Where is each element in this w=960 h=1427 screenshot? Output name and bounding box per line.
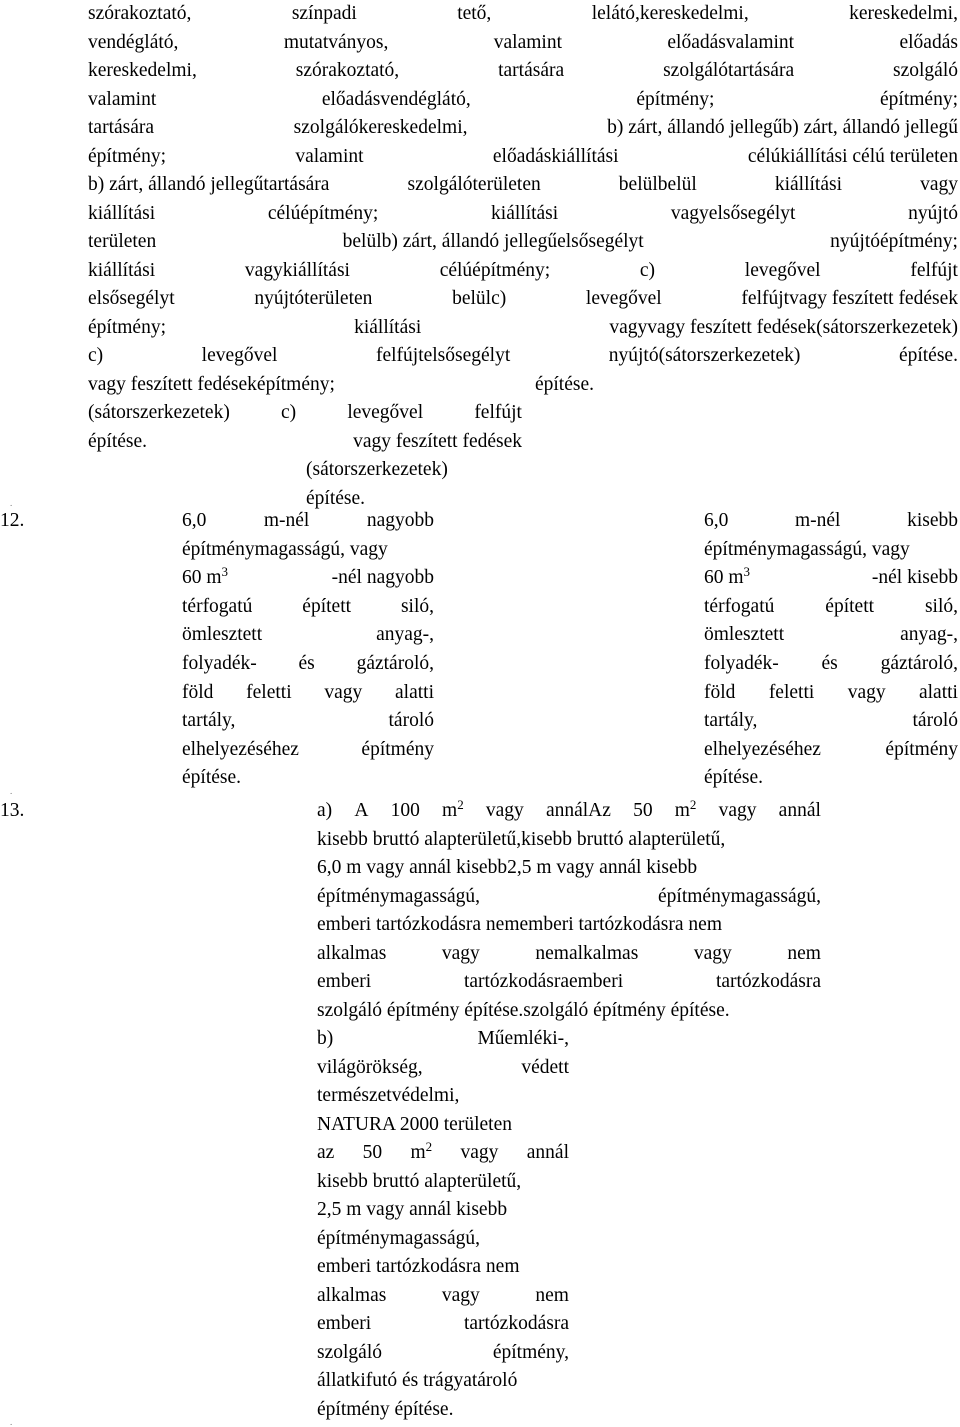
b-line-4	[317, 1111, 569, 1139]
text-fragment: építmény;	[88, 145, 166, 167]
superscript: 3	[743, 564, 751, 580]
text-fragment: tartózkodásra	[715, 971, 821, 992]
a-line-4	[317, 883, 821, 911]
text-fragment: emberi tartózkodásra nememberi tartózkodásra nem	[317, 914, 722, 935]
margin-dot: .	[10, 498, 13, 508]
col-line	[704, 593, 958, 621]
top-line-2	[88, 29, 958, 57]
col-line	[704, 650, 958, 678]
text-fragment: az	[317, 1142, 335, 1163]
text-fragment: a)	[317, 800, 333, 821]
text-fragment: építménymagasságú, vagy	[704, 538, 910, 560]
text-fragment: elhelyezéséhez	[182, 738, 299, 760]
text-fragment: feletti	[246, 681, 292, 703]
text-fragment: kisebb bruttó alapterületű,kisebb bruttó alapterületű,	[317, 828, 726, 850]
b-line-5	[317, 1139, 569, 1167]
text-fragment: vagyelsősegélyt	[670, 202, 796, 224]
a-line-5	[317, 911, 821, 939]
text-fragment: vagy feszített fedéseképítmény;	[88, 373, 335, 395]
b-line-6	[317, 1168, 569, 1196]
col-line	[704, 764, 958, 792]
text-fragment: építése.	[88, 430, 148, 452]
text-fragment: -nél kisebb	[871, 567, 958, 589]
col-line	[182, 650, 434, 678]
col-line	[704, 707, 958, 735]
text-fragment: tető,	[457, 3, 492, 24]
text-fragment: nem	[535, 1284, 569, 1306]
text-fragment: vagy	[693, 942, 732, 964]
row-number-13: 13.	[0, 800, 25, 821]
text-fragment: felfújtvagy feszített fedések	[741, 288, 958, 309]
text-fragment: épített	[825, 595, 875, 617]
text-fragment: természetvédelmi,	[317, 1085, 460, 1106]
text-fragment: építése.	[306, 487, 366, 509]
text-fragment: lelátó,kereskedelmi,	[591, 3, 749, 24]
text-fragment: tartására	[88, 117, 155, 138]
text-fragment: alkalmas	[317, 942, 387, 964]
text-fragment: c)	[639, 259, 656, 281]
b-line-7	[317, 1196, 569, 1224]
text-fragment: területen	[88, 231, 157, 252]
text-fragment: alatti	[918, 681, 958, 703]
text-fragment: kiállítási	[88, 259, 156, 281]
top-line-9	[88, 228, 958, 256]
text-fragment: anyag-,	[900, 624, 958, 646]
text-fragment	[411, 1139, 433, 1167]
text-fragment: gáztároló,	[356, 653, 434, 674]
top-line-4	[88, 86, 958, 114]
text-fragment: levegővel	[201, 345, 278, 366]
text-fragment: építmény	[361, 738, 434, 760]
row-number-12: 12.	[0, 510, 25, 531]
col-line	[182, 707, 434, 735]
text-fragment: nyújtóterületen	[254, 288, 373, 309]
text-fragment: építése.	[704, 767, 764, 789]
col-line	[182, 564, 434, 592]
text-fragment: nem	[787, 942, 821, 964]
b-line-14	[317, 1396, 569, 1424]
b-line-12	[317, 1339, 569, 1367]
text-fragment: felfújtelsősegélyt	[375, 345, 511, 366]
text-fragment: nyújtóépítmény;	[830, 231, 958, 252]
top-line-7	[88, 171, 958, 199]
text-fragment: valamint	[88, 88, 157, 110]
text-fragment: gáztároló,	[880, 653, 958, 674]
text-fragment: anyag-,	[376, 624, 434, 646]
top-line-8	[88, 200, 958, 228]
text-fragment: és	[821, 653, 838, 674]
top-line-10	[88, 257, 958, 285]
text-fragment: elhelyezéséhez	[704, 738, 821, 760]
text-fragment: szórakoztató,	[88, 3, 192, 24]
text-fragment: vagyvagy feszített fedések(sátorszerkezetek)	[609, 316, 958, 338]
text-fragment: nagyobb	[366, 510, 434, 531]
text-fragment: föld	[182, 681, 214, 703]
text-fragment: vagy	[441, 942, 480, 964]
text-fragment: (sátorszerkezetek)	[88, 402, 230, 423]
text-fragment: (sátorszerkezetek)	[306, 459, 448, 480]
text-fragment	[442, 797, 464, 825]
text-fragment: 100	[390, 800, 420, 821]
text-fragment: színpadi	[291, 3, 357, 24]
text-fragment: szolgáló építmény építése.szolgáló építmény építése.	[317, 999, 730, 1021]
text-fragment: védett	[521, 1056, 569, 1078]
text-fragment: 60 m	[182, 567, 222, 589]
text-fragment: 2,5 m vagy annál kisebb	[317, 1199, 508, 1220]
top-line-5	[88, 114, 958, 142]
superscript: 2	[457, 797, 464, 812]
text-fragment: c)	[88, 345, 104, 366]
text-fragment: siló,	[924, 595, 958, 617]
col-line	[182, 679, 434, 707]
text-fragment: előadásvendéglátó,	[321, 88, 471, 110]
col-line	[182, 764, 434, 792]
top-line-15	[88, 399, 522, 427]
text-fragment: kiállítási	[774, 174, 842, 195]
top-line-17	[306, 456, 560, 484]
text-fragment: tároló	[388, 710, 434, 732]
b-line-2	[317, 1054, 569, 1082]
text-fragment: elsősegélyt	[88, 288, 175, 309]
text-fragment: nyújtó(sátorszerkezetek)	[608, 345, 801, 366]
text-fragment: levegővel	[744, 259, 821, 281]
text-fragment: valamint	[493, 31, 562, 53]
b-line-10	[317, 1282, 569, 1310]
text-fragment: építménymagasságú, vagy	[182, 538, 388, 560]
text-fragment: építése.	[898, 345, 958, 366]
b-line-11	[317, 1310, 569, 1338]
text-fragment: felfújt	[474, 402, 522, 423]
top-line-11	[88, 285, 958, 313]
text-fragment: mutatványos,	[283, 31, 389, 53]
text-fragment: előadásvalamint	[667, 31, 795, 53]
text-fragment: épített	[302, 595, 352, 617]
col-line	[182, 621, 434, 649]
text-fragment: felfújt	[910, 259, 958, 281]
top-line-1	[88, 0, 958, 28]
text-fragment: és	[298, 653, 315, 674]
text-fragment: szolgáló	[317, 1341, 382, 1363]
text-fragment: vendéglátó,	[88, 31, 179, 53]
a-line-8	[317, 997, 821, 1025]
text-fragment: ömlesztett	[704, 624, 785, 646]
text-fragment: feletti	[768, 681, 815, 703]
text-fragment: vagy	[441, 1284, 480, 1306]
text-fragment: tartózkodásra	[463, 1313, 569, 1334]
text-fragment: szolgáló	[893, 60, 958, 81]
col-line	[182, 507, 434, 535]
b-line-13	[317, 1367, 569, 1395]
text-fragment: alkalmas	[317, 1284, 387, 1306]
col-line	[704, 536, 958, 564]
superscript: 2	[689, 797, 697, 812]
text-fragment: kiállítási	[88, 202, 156, 224]
text-fragment: annál	[526, 1142, 569, 1163]
a-line-7	[317, 968, 821, 996]
text-fragment: szórakoztató,	[295, 60, 400, 81]
text-fragment: b) zárt, állandó jellegűtartására	[88, 174, 330, 195]
col-line	[704, 679, 958, 707]
text-fragment: siló,	[400, 595, 434, 617]
text-fragment: építménymagasságú,	[658, 885, 821, 907]
text-fragment: szolgálókereskedelmi,	[293, 117, 468, 138]
margin-dot: .	[10, 1417, 13, 1427]
text-fragment: levegővel	[347, 402, 424, 423]
text-fragment: 50	[633, 800, 653, 821]
text-fragment: kiállítási	[354, 316, 422, 338]
text-fragment: A	[354, 800, 369, 821]
text-fragment: vagy	[847, 681, 886, 703]
text-fragment: NATURA 2000 területen	[317, 1113, 512, 1135]
b-line-8	[317, 1225, 569, 1253]
text-fragment: 6,0	[182, 510, 207, 531]
text-fragment: 50	[362, 1142, 383, 1163]
text-fragment: m-nél	[263, 510, 310, 531]
text-fragment: világörökség,	[317, 1056, 423, 1078]
text-fragment: építése.	[534, 373, 594, 395]
col-line	[182, 593, 434, 621]
text-fragment: föld	[704, 681, 736, 703]
a-line-6	[317, 940, 821, 968]
text-fragment: emberi tartózkodásra nem	[317, 1256, 520, 1277]
text-fragment: szolgálóterületen	[407, 174, 541, 195]
text-fragment: építménymagasságú,	[317, 1227, 480, 1249]
superscript: 2	[425, 1139, 433, 1154]
text-fragment: vagy	[324, 681, 363, 703]
text-fragment: építmény,	[492, 1341, 569, 1363]
top-line-3	[88, 57, 958, 85]
text-fragment: kereskedelmi,	[849, 3, 958, 24]
text-fragment: belülc)	[452, 288, 507, 309]
text-fragment: tároló	[912, 710, 958, 732]
margin-dot: .	[10, 786, 13, 796]
col-line	[182, 536, 434, 564]
top-line-13	[88, 342, 958, 370]
text-fragment: b)	[317, 1028, 334, 1049]
text-fragment: 6,0	[704, 510, 729, 531]
text-fragment: vagykiállítási	[244, 259, 350, 281]
a-line-3	[317, 854, 821, 882]
text-fragment: vagy	[718, 800, 757, 821]
text-fragment: tartására	[498, 60, 565, 81]
text-fragment: -nél nagyobb	[331, 567, 434, 589]
text-fragment: nyújtó	[908, 202, 958, 224]
text-fragment: m	[410, 1142, 426, 1163]
text-fragment: nemalkalmas	[535, 942, 639, 964]
text-fragment: tartózkodásraemberi	[463, 971, 624, 992]
superscript: 3	[221, 564, 229, 580]
text-fragment: építmény;	[880, 88, 958, 110]
text-fragment: alatti	[395, 681, 434, 703]
a-line-1	[317, 797, 821, 825]
top-line-14	[88, 371, 594, 399]
text-fragment: vagy	[460, 1142, 499, 1163]
text-fragment: tartály,	[704, 710, 758, 732]
text-fragment: vagy	[920, 174, 958, 195]
col-line	[704, 621, 958, 649]
text-fragment: célúépítmény;	[267, 202, 379, 224]
text-fragment: építmény;	[636, 88, 715, 110]
text-fragment: annálAz	[545, 800, 611, 821]
top-line-16	[88, 428, 522, 456]
text-fragment: kisebb bruttó alapterületű,	[317, 1170, 522, 1192]
text-fragment	[675, 797, 697, 825]
text-fragment: 6,0 m vagy annál kisebb2,5 m vagy annál kisebb	[317, 857, 698, 878]
text-fragment: levegővel	[585, 288, 662, 309]
text-fragment: ömlesztett	[182, 624, 263, 646]
text-fragment: építmény építése.	[317, 1398, 454, 1420]
text-fragment: előadás	[899, 31, 958, 53]
text-fragment: kereskedelmi,	[88, 60, 197, 81]
b-line-3	[317, 1082, 569, 1110]
col-line	[704, 736, 958, 764]
text-fragment: emberi	[317, 971, 372, 992]
text-fragment: vagy feszített fedések	[353, 430, 522, 452]
text-fragment: belülb) zárt, állandó jellegűelsősegélyt	[342, 231, 644, 252]
text-fragment: építménymagasságú,	[317, 885, 480, 907]
text-fragment: célúépítmény;	[439, 259, 551, 281]
text-fragment: kisebb	[907, 510, 958, 531]
col-line	[704, 564, 958, 592]
text-fragment: Műemléki-,	[477, 1028, 569, 1049]
b-line-1	[317, 1025, 569, 1053]
text-fragment: célúkiállítási célú területen	[747, 145, 958, 167]
text-fragment: c)	[281, 402, 297, 423]
text-fragment: építése.	[182, 767, 242, 789]
text-fragment: m	[442, 800, 458, 821]
text-fragment: belülbelül	[618, 174, 697, 195]
text-fragment: állatkifutó és trágyatároló	[317, 1370, 518, 1391]
text-fragment: előadáskiállítási	[492, 145, 619, 167]
text-fragment: folyadék-	[182, 653, 257, 674]
text-fragment: térfogatú	[182, 595, 253, 617]
text-fragment: szolgálótartására	[663, 60, 795, 81]
col-line	[704, 507, 958, 535]
text-fragment: 60 m	[704, 567, 744, 589]
top-line-6	[88, 143, 958, 171]
text-fragment: annál	[778, 800, 821, 821]
text-fragment: térfogatú	[704, 595, 775, 617]
text-fragment: tartály,	[182, 710, 236, 732]
b-line-9	[317, 1253, 569, 1281]
a-line-2	[317, 826, 821, 854]
text-fragment: folyadék-	[704, 653, 779, 674]
text-fragment: m-nél	[794, 510, 841, 531]
text-fragment: kiállítási	[491, 202, 559, 224]
text-fragment: építmény	[885, 738, 958, 760]
text-fragment: emberi	[317, 1313, 372, 1334]
col-line	[182, 736, 434, 764]
text-fragment: valamint	[295, 145, 364, 167]
text-fragment: építmény;	[88, 316, 166, 338]
text-fragment: vagy	[485, 800, 524, 821]
text-fragment: b) zárt, állandó jellegűb) zárt, állandó jellegű	[607, 117, 958, 138]
text-fragment: m	[674, 800, 690, 821]
top-line-12	[88, 314, 958, 342]
